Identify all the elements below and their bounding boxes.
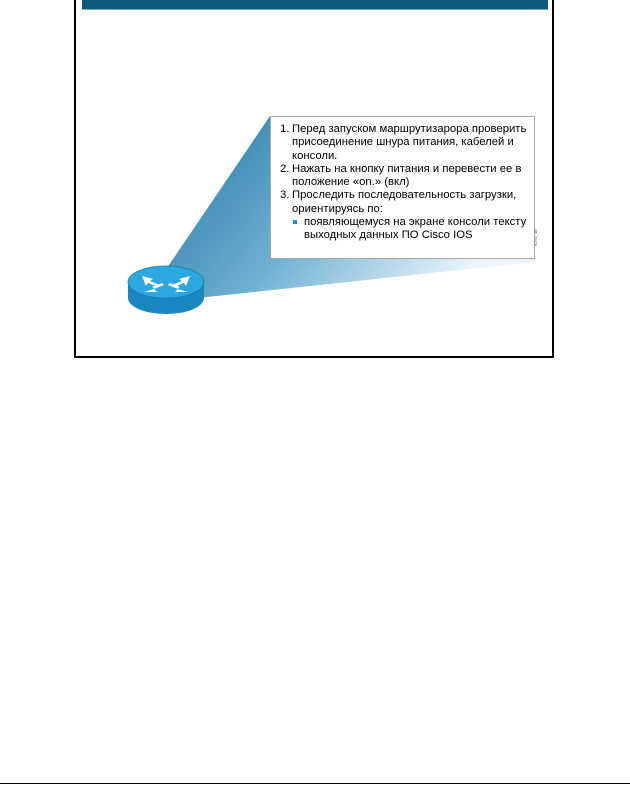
step-text: Перед запуском маршрутизарора проверить присоединение шнура питания, кабелей и консоли. — [292, 123, 527, 162]
slide — [74, 0, 554, 358]
instructions-callout — [270, 116, 535, 259]
step-text: Проследить последовательность загрузки, ориентируясь по: — [292, 189, 517, 215]
sub-bullet-item — [292, 216, 528, 243]
page-footer-rule — [0, 783, 630, 784]
sub-bullet-text: появляющемуся на экране консоли тексту выходных данных ПО Cisco IOS — [304, 216, 527, 242]
router-icon — [126, 260, 206, 320]
square-bullet-icon — [293, 220, 297, 224]
step-3 — [280, 189, 528, 242]
step-number: 1. — [280, 123, 290, 135]
step-number: 3. — [280, 189, 290, 202]
steps-list — [280, 123, 528, 243]
step-text: Нажать на кнопку питания и перевести ее в положение «on.» (вкл) — [292, 162, 522, 189]
step-1 — [280, 123, 528, 163]
slide-code: ICND_4B — [533, 229, 538, 246]
step-number: 2. — [280, 162, 290, 175]
step-2 — [280, 163, 528, 190]
